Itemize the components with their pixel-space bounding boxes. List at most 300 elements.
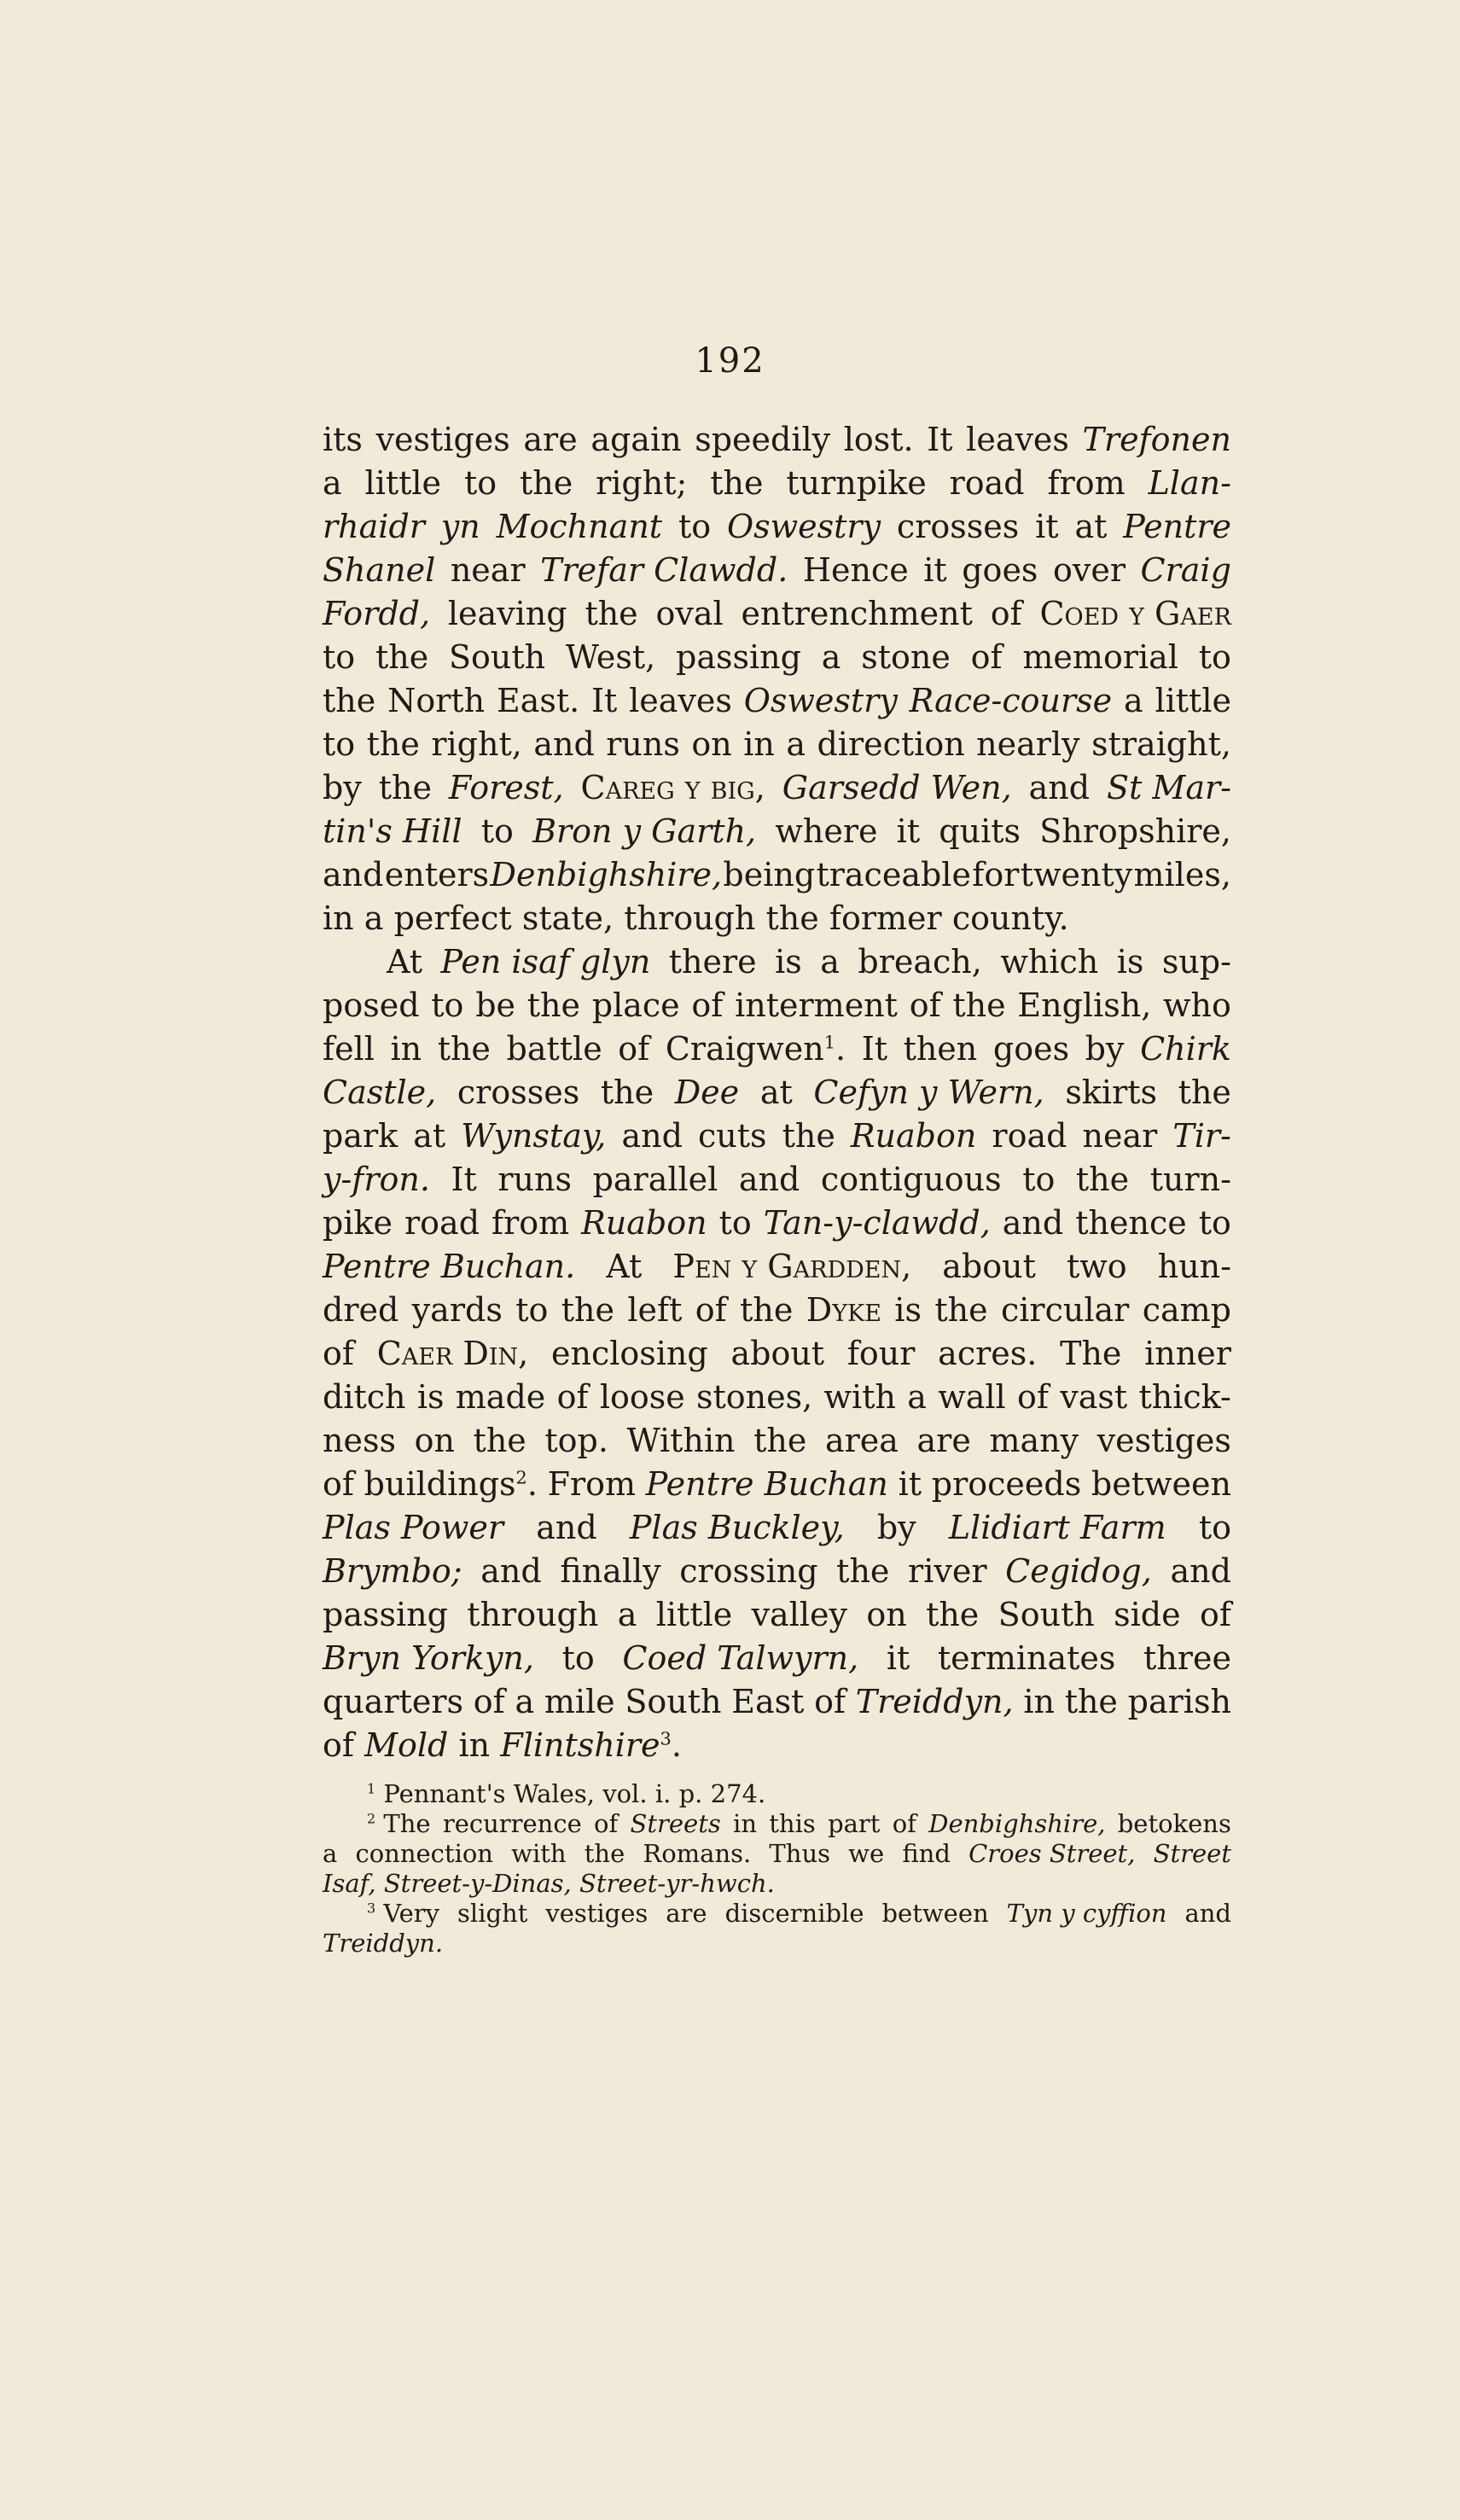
word-text: Plas Buckley, bbox=[629, 1509, 845, 1546]
word bbox=[631, 1809, 721, 1839]
main-text-line bbox=[323, 1027, 1231, 1071]
word bbox=[365, 462, 442, 505]
word bbox=[1083, 418, 1231, 462]
word-text: for bbox=[972, 856, 1020, 893]
word bbox=[323, 1724, 354, 1767]
main-text-line bbox=[323, 1202, 1231, 1245]
word-text: is bbox=[416, 1378, 445, 1416]
word-text: a bbox=[323, 1839, 338, 1868]
word-text: enclosing bbox=[550, 1335, 708, 1372]
word-text: being bbox=[723, 856, 816, 893]
word bbox=[1184, 1899, 1231, 1929]
word-text: between bbox=[1091, 1465, 1231, 1503]
word bbox=[666, 1899, 707, 1929]
word-text: East. bbox=[496, 682, 580, 719]
word bbox=[1091, 1463, 1231, 1506]
word-text: of bbox=[594, 1809, 619, 1838]
word bbox=[861, 636, 951, 679]
word-text: the bbox=[323, 682, 376, 719]
word bbox=[825, 1419, 899, 1463]
word-text: with bbox=[511, 1839, 567, 1868]
word bbox=[323, 1637, 534, 1680]
word bbox=[323, 549, 435, 592]
word-text: Pen isaf glyn bbox=[440, 943, 651, 981]
word bbox=[544, 1419, 608, 1463]
word-text: of bbox=[1017, 1378, 1049, 1416]
word bbox=[323, 636, 355, 679]
word bbox=[515, 1289, 548, 1332]
word bbox=[441, 940, 651, 984]
word-text: quarters bbox=[323, 1683, 464, 1720]
word bbox=[1133, 853, 1230, 897]
word-text: wall bbox=[938, 1378, 1006, 1416]
word-text: then bbox=[903, 1030, 978, 1068]
word-text: Chirk bbox=[1140, 1030, 1231, 1068]
word-text: crosses bbox=[457, 1074, 580, 1111]
word bbox=[1117, 940, 1144, 984]
word bbox=[449, 636, 545, 679]
word-text: ditch bbox=[323, 1378, 406, 1416]
word-text: i. bbox=[654, 1779, 672, 1808]
word-text: At bbox=[606, 1248, 643, 1285]
word-text: Pentre bbox=[1123, 508, 1231, 545]
word bbox=[803, 549, 909, 592]
main-text-line bbox=[323, 1593, 1231, 1637]
word bbox=[993, 1027, 1069, 1071]
word-text: park bbox=[323, 1117, 398, 1155]
word-text: goes bbox=[962, 551, 1038, 589]
word-text: thence bbox=[1075, 1204, 1187, 1242]
word-text: proceeds bbox=[931, 1465, 1082, 1503]
word bbox=[735, 984, 898, 1027]
word bbox=[952, 984, 1005, 1027]
word-text: crosses bbox=[896, 508, 1020, 545]
word bbox=[448, 592, 567, 636]
word bbox=[551, 1332, 708, 1376]
word-text: to bbox=[1198, 1204, 1231, 1242]
word-text: the bbox=[1178, 1074, 1231, 1111]
word-text: mile bbox=[544, 1683, 615, 1720]
word-text: in bbox=[323, 899, 354, 937]
word bbox=[585, 592, 637, 636]
word bbox=[932, 1463, 1081, 1506]
word-text: are bbox=[523, 421, 578, 458]
word bbox=[323, 592, 430, 636]
word-text: which bbox=[1000, 943, 1099, 981]
word bbox=[695, 418, 830, 462]
word-text: Wales, bbox=[513, 1779, 595, 1808]
word-text: the bbox=[375, 638, 429, 676]
word-text: to bbox=[323, 638, 356, 676]
word bbox=[507, 1027, 602, 1071]
word bbox=[760, 1071, 793, 1115]
word bbox=[1075, 1202, 1186, 1245]
word bbox=[1005, 1550, 1152, 1593]
word-text: at bbox=[1074, 508, 1108, 545]
word-text: Mold bbox=[364, 1726, 449, 1764]
word bbox=[1017, 1376, 1049, 1419]
word-text: fell bbox=[323, 1030, 375, 1068]
word bbox=[390, 1027, 422, 1071]
word-text: quits bbox=[939, 812, 1021, 850]
word-text: runs bbox=[497, 1161, 572, 1198]
word-text: It bbox=[861, 1030, 887, 1068]
word-text: of bbox=[990, 595, 1022, 632]
word-text: slight bbox=[457, 1899, 528, 1928]
word-text: Street-y-Dinas, bbox=[383, 1869, 572, 1898]
word-text: From bbox=[547, 1465, 637, 1503]
word-text: Thus bbox=[769, 1839, 831, 1868]
word bbox=[836, 1550, 889, 1593]
word-text: runs bbox=[606, 725, 680, 763]
word bbox=[730, 1332, 824, 1376]
word bbox=[548, 1463, 636, 1506]
word-text: left bbox=[627, 1291, 683, 1329]
word bbox=[630, 1506, 845, 1550]
word bbox=[656, 592, 724, 636]
word bbox=[897, 810, 920, 853]
word bbox=[1143, 1637, 1231, 1680]
word bbox=[1003, 1202, 1063, 1245]
word bbox=[710, 462, 763, 505]
word bbox=[938, 1637, 1116, 1680]
main-text-line bbox=[323, 1332, 1231, 1376]
word bbox=[596, 462, 687, 505]
word bbox=[877, 1506, 916, 1550]
word bbox=[585, 1839, 625, 1869]
word bbox=[739, 1158, 800, 1202]
word bbox=[782, 766, 1012, 810]
word bbox=[1155, 679, 1231, 723]
word-text: and bbox=[1184, 1899, 1231, 1928]
word bbox=[786, 723, 806, 766]
main-text-line bbox=[323, 1550, 1231, 1593]
word-text: It bbox=[451, 1161, 477, 1198]
word-text: the bbox=[952, 986, 1006, 1024]
word bbox=[1143, 1289, 1231, 1332]
word bbox=[511, 1839, 566, 1869]
main-text-line bbox=[323, 940, 1231, 984]
word bbox=[711, 1779, 766, 1809]
word-text: part bbox=[828, 1809, 881, 1838]
word bbox=[766, 897, 819, 940]
word bbox=[1123, 505, 1231, 549]
word bbox=[1021, 853, 1133, 897]
word bbox=[775, 940, 802, 984]
word-text: two bbox=[1066, 1248, 1127, 1285]
word-text: Very bbox=[383, 1899, 440, 1928]
word-text: with bbox=[823, 1378, 896, 1416]
word-text: who bbox=[1163, 986, 1231, 1024]
word-text: the bbox=[765, 899, 819, 937]
word bbox=[1199, 1506, 1231, 1550]
punctuation: . bbox=[526, 1465, 538, 1503]
word bbox=[323, 418, 363, 462]
word bbox=[404, 1202, 480, 1245]
main-text-line bbox=[323, 549, 1231, 592]
word-text: perfect bbox=[393, 899, 512, 937]
word-text: memorial bbox=[1022, 638, 1178, 676]
word bbox=[624, 897, 755, 940]
word-text: the bbox=[526, 986, 580, 1024]
main-text-line bbox=[323, 1245, 1231, 1289]
word-text: vast bbox=[1060, 1378, 1128, 1416]
word bbox=[1154, 1839, 1231, 1869]
word-text: and bbox=[738, 1161, 800, 1198]
word bbox=[497, 679, 579, 723]
word bbox=[323, 1202, 393, 1245]
word bbox=[323, 679, 375, 723]
word-text: Cegidog, bbox=[1005, 1552, 1152, 1590]
word bbox=[497, 1158, 572, 1202]
word-text: top. bbox=[544, 1422, 608, 1459]
word-text: many bbox=[989, 1422, 1079, 1459]
word-text: of bbox=[695, 1291, 727, 1329]
word-text: to bbox=[515, 1291, 549, 1329]
word bbox=[806, 1289, 881, 1332]
word-text: Fordd, bbox=[323, 595, 431, 632]
word-text: Streets bbox=[630, 1809, 721, 1838]
word bbox=[1053, 549, 1126, 592]
word bbox=[858, 940, 981, 984]
word-text: Flintshire bbox=[500, 1726, 660, 1764]
word bbox=[769, 1839, 830, 1869]
word-text: little bbox=[1155, 682, 1231, 719]
word bbox=[1158, 1245, 1231, 1289]
word bbox=[1083, 1115, 1158, 1158]
word-text: the bbox=[561, 1291, 614, 1329]
word bbox=[991, 592, 1022, 636]
word-text: leaving bbox=[447, 595, 567, 632]
word-text: and bbox=[533, 725, 595, 763]
word bbox=[415, 1419, 455, 1463]
word bbox=[562, 1637, 595, 1680]
word-text: state, bbox=[521, 899, 614, 937]
word bbox=[866, 1593, 906, 1637]
word-text: find bbox=[902, 1839, 951, 1868]
word bbox=[515, 1680, 534, 1724]
word bbox=[323, 1593, 448, 1637]
word-text: inner bbox=[1144, 1335, 1231, 1372]
word bbox=[822, 636, 841, 679]
word-text: Denbighshire, bbox=[490, 856, 723, 893]
word bbox=[514, 1779, 595, 1809]
word-text: South bbox=[998, 1596, 1095, 1633]
word bbox=[480, 1550, 541, 1593]
word bbox=[523, 418, 577, 462]
word bbox=[364, 1463, 538, 1506]
word-text: recurrence bbox=[442, 1809, 582, 1838]
word-text: crossing bbox=[679, 1552, 818, 1590]
footnote-marker: 1 bbox=[367, 1780, 376, 1797]
word bbox=[675, 1071, 739, 1115]
word bbox=[443, 1809, 582, 1839]
word-text: vestiges bbox=[545, 1899, 649, 1928]
word-text: thick- bbox=[1138, 1378, 1231, 1416]
word-text: Bryn Yorkyn, bbox=[323, 1639, 534, 1677]
word-text: in bbox=[390, 1030, 422, 1068]
word bbox=[733, 1809, 757, 1839]
word bbox=[894, 1289, 922, 1332]
word-text: the bbox=[473, 1422, 526, 1459]
word-text: vestiges bbox=[375, 421, 510, 458]
word bbox=[1085, 1027, 1125, 1071]
word bbox=[753, 1419, 806, 1463]
word bbox=[744, 679, 898, 723]
word bbox=[1124, 679, 1143, 723]
word bbox=[691, 723, 731, 766]
word bbox=[459, 1724, 491, 1767]
word bbox=[533, 723, 594, 766]
word bbox=[545, 1899, 648, 1929]
word bbox=[520, 462, 573, 505]
word bbox=[1199, 1202, 1231, 1245]
word bbox=[741, 592, 972, 636]
word-text: miles, bbox=[1133, 856, 1231, 893]
word bbox=[618, 1593, 637, 1637]
footnote-marker: 3 bbox=[367, 1900, 376, 1917]
word-text: p. bbox=[678, 1779, 703, 1808]
word bbox=[679, 1550, 817, 1593]
footnote-line bbox=[323, 1899, 1231, 1929]
word-text: Treiddyn, bbox=[855, 1683, 1014, 1720]
word-text: in bbox=[733, 1809, 757, 1838]
word bbox=[723, 853, 815, 897]
word bbox=[814, 1680, 846, 1724]
word bbox=[467, 1593, 598, 1637]
word bbox=[907, 1376, 927, 1419]
word bbox=[625, 1680, 721, 1724]
word-text: enters bbox=[384, 856, 490, 893]
word bbox=[457, 1899, 527, 1929]
word bbox=[323, 1289, 398, 1332]
word bbox=[928, 1809, 1105, 1839]
word bbox=[1065, 1680, 1118, 1724]
word bbox=[952, 897, 1069, 940]
word-text: to bbox=[1022, 1161, 1056, 1198]
word bbox=[902, 1839, 951, 1869]
word bbox=[412, 1289, 503, 1332]
word bbox=[394, 897, 512, 940]
word-text: by bbox=[876, 1509, 916, 1546]
word-text: again bbox=[590, 421, 682, 458]
word bbox=[740, 1289, 793, 1332]
word-text: the bbox=[926, 1596, 980, 1633]
main-text bbox=[323, 418, 1231, 1767]
word-text: oval bbox=[655, 595, 724, 632]
main-text-line bbox=[323, 1463, 1231, 1506]
word bbox=[475, 984, 515, 1027]
word bbox=[828, 1809, 880, 1839]
footnote-line bbox=[323, 1779, 1231, 1809]
word-text: little bbox=[655, 1596, 733, 1633]
word bbox=[824, 1376, 896, 1419]
word-text: county. bbox=[951, 899, 1069, 937]
word-text: Street bbox=[1153, 1839, 1231, 1868]
word bbox=[949, 1506, 1166, 1550]
word-text: Within bbox=[626, 1422, 736, 1459]
word bbox=[481, 810, 514, 853]
word-text: Bron y Garth, bbox=[532, 812, 757, 850]
word bbox=[375, 636, 428, 679]
word bbox=[474, 1419, 526, 1463]
word bbox=[323, 1550, 462, 1593]
word-text: to bbox=[561, 1639, 595, 1677]
word bbox=[942, 1245, 1036, 1289]
word-text: contiguous bbox=[820, 1161, 1002, 1198]
word-text: Hence bbox=[802, 551, 909, 589]
word bbox=[1128, 1680, 1231, 1724]
word-text: and bbox=[323, 856, 384, 893]
word-text: discernible bbox=[724, 1899, 864, 1928]
word bbox=[367, 1899, 439, 1929]
word-text: Ruabon bbox=[850, 1117, 977, 1155]
word-text: of bbox=[323, 1465, 354, 1503]
word-text: are bbox=[666, 1899, 707, 1928]
word-text: over bbox=[1052, 551, 1126, 589]
word-text: betokens bbox=[1117, 1809, 1231, 1838]
word bbox=[323, 810, 462, 853]
word-text: place bbox=[591, 986, 680, 1024]
word bbox=[1114, 1593, 1180, 1637]
word-text: its bbox=[323, 421, 363, 458]
word-text: pike bbox=[323, 1204, 393, 1242]
word bbox=[851, 1115, 976, 1158]
word bbox=[676, 636, 801, 679]
word-text: nearly bbox=[976, 725, 1080, 763]
word bbox=[364, 1724, 448, 1767]
word bbox=[561, 1289, 614, 1332]
word-text: y-fron. bbox=[323, 1161, 430, 1198]
word-text: Shropshire, bbox=[1039, 812, 1231, 850]
word bbox=[782, 1115, 835, 1158]
word bbox=[775, 810, 877, 853]
word bbox=[820, 940, 840, 984]
word-text: dred bbox=[323, 1291, 399, 1329]
word-text: the bbox=[585, 595, 638, 632]
word-text: Tir- bbox=[1172, 1117, 1231, 1155]
word bbox=[1074, 505, 1107, 549]
word bbox=[698, 1115, 767, 1158]
word bbox=[764, 1202, 991, 1245]
word bbox=[323, 1115, 398, 1158]
word bbox=[938, 1332, 1037, 1376]
word bbox=[323, 1463, 354, 1506]
word-text: to bbox=[463, 464, 497, 502]
word-text: Dee bbox=[674, 1074, 740, 1111]
word-text: Plas Power bbox=[323, 1509, 504, 1546]
word bbox=[1076, 1158, 1129, 1202]
word bbox=[441, 505, 480, 549]
word bbox=[1140, 1027, 1231, 1071]
word-text: and bbox=[1002, 1204, 1064, 1242]
word bbox=[938, 1376, 1006, 1419]
main-text-line bbox=[323, 897, 1231, 940]
word-text: vol. bbox=[602, 1779, 648, 1808]
word bbox=[989, 1419, 1079, 1463]
word bbox=[417, 1376, 445, 1419]
word bbox=[887, 1637, 910, 1680]
word bbox=[1039, 592, 1230, 636]
word bbox=[323, 1376, 406, 1419]
word bbox=[527, 984, 580, 1027]
word-text: the bbox=[437, 1030, 491, 1068]
word bbox=[992, 1115, 1067, 1158]
word-text: where bbox=[775, 812, 878, 850]
word-text: the bbox=[710, 464, 764, 502]
word bbox=[461, 1115, 606, 1158]
word-text: stones, bbox=[696, 1378, 813, 1416]
